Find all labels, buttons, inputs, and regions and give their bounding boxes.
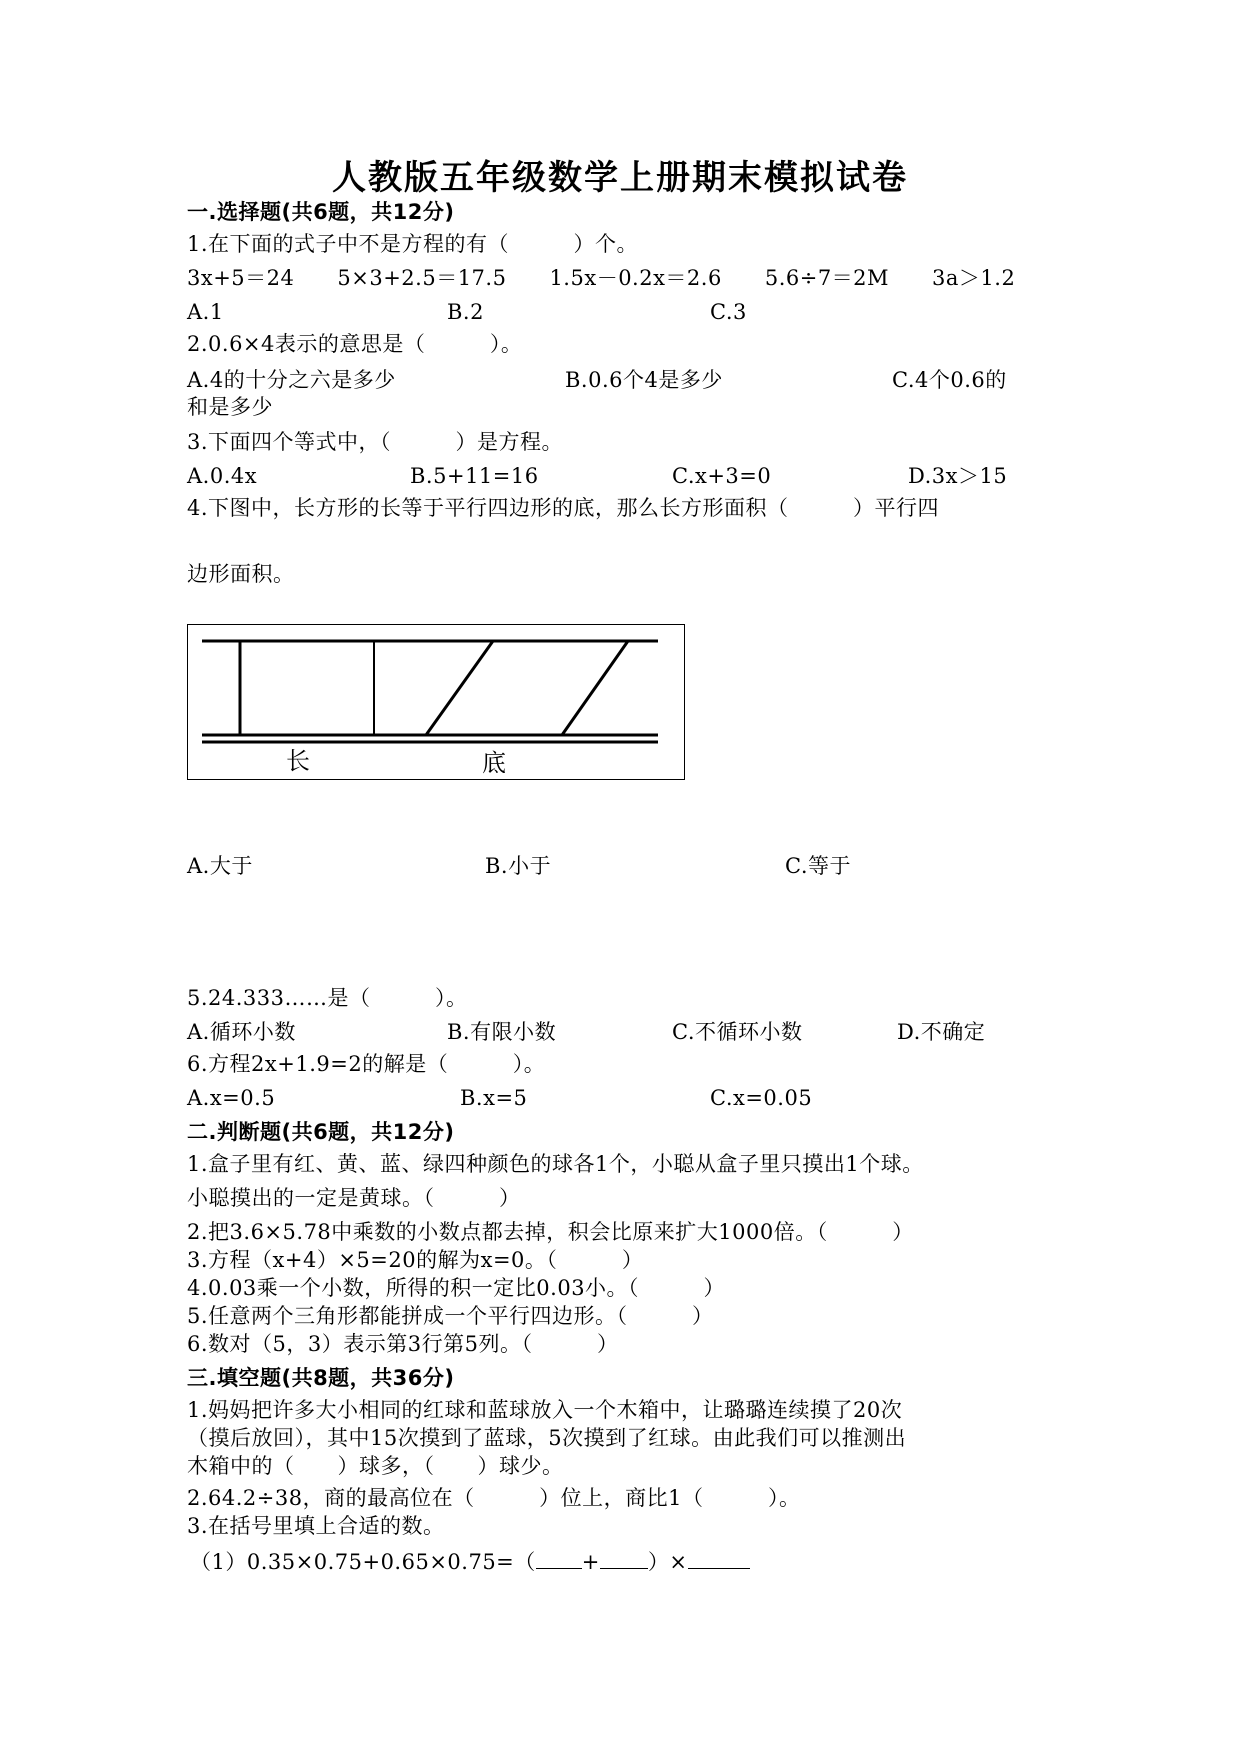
choice-q5-option-c: C.不循环小数 [672,1020,803,1044]
fill-q1-line3: 木箱中的（ ）球多，（ ）球少。 [187,1454,564,1478]
choice-q1-expressions: 3x+5＝24 5×3+2.5＝17.5 1.5x－0.2x＝2.6 5.6÷7＝2M 3a＞1.2 [187,266,1016,290]
choice-q1-option-b: B.2 [447,300,484,324]
choice-q4-stem-continued: 边形面积。 [187,562,295,586]
choice-q1-option-a: A.1 [187,300,224,324]
choice-q2-option-c-continued: 和是多少 [187,395,273,419]
judge-q2: 2.把3.6×5.78中乘数的小数点都去掉，积会比原来扩大1000倍。（ ） [187,1220,914,1244]
judge-q5: 5.任意两个三角形都能拼成一个平行四边形。（ ） [187,1304,714,1328]
fill-q3-part1 [190,1546,750,1576]
fill-q1-line1: 1.妈妈把许多大小相同的红球和蓝球放入一个木箱中，让璐璐连续摸了20次 [187,1398,903,1422]
choice-q3-option-a: A.0.4x [187,464,258,488]
fill-q3-blank-3[interactable] [688,1546,750,1569]
choice-q5-option-b: B.有限小数 [447,1020,557,1044]
choice-q3-option-d: D.3x＞15 [908,464,1008,488]
fill-q3-part1-close: ）× [647,1550,688,1574]
section-heading-judge: 二.判断题(共6题，共12分) [187,1120,455,1144]
choice-q3-option-c: C.x+3=0 [672,464,772,488]
choice-q6-option-a: A.x=0.5 [187,1086,276,1110]
choice-q4-stem: 4.下图中，长方形的长等于平行四边形的底，那么长方形面积（ ）平行四 [187,496,940,520]
judge-q1-line1: 1.盒子里有红、黄、蓝、绿四种颜色的球各1个，小聪从盒子里只摸出1个球。 [187,1152,924,1176]
figure-label-base: 底 [482,749,506,777]
fill-q1-line2: （摸后放回），其中15次摸到了蓝球，5次摸到了红球。由此我们可以推测出 [187,1426,907,1450]
fill-q2: 2.64.2÷38，商的最高位在（ ）位上，商比1（ ）。 [187,1486,801,1510]
judge-q3: 3.方程（x+4）×5=20的解为x=0。（ ） [187,1248,644,1272]
choice-q5-stem: 5.24.333……是（ ）。 [187,986,468,1010]
choice-q6-stem: 6.方程2x+1.9=2的解是（ ）。 [187,1052,546,1076]
choice-q4-option-c: C.等于 [785,854,851,878]
choice-q5-option-d: D.不确定 [897,1020,986,1044]
judge-q6: 6.数对（5，3）表示第3行第5列。（ ） [187,1332,619,1356]
page-title: 人教版五年级数学上册期末模拟试卷 [332,158,908,198]
judge-q4: 4.0.03乘一个小数，所得的积一定比0.03小。（ ） [187,1276,726,1300]
choice-q3-option-b: B.5+11=16 [410,464,539,488]
choice-q1-option-c: C.3 [710,300,747,324]
rectangle-parallelogram-figure [187,624,685,780]
fill-q3-plus-sign: + [581,1550,600,1574]
judge-q1-line2: 小聪摸出的一定是黄球。（ ） [187,1186,521,1210]
choice-q4-option-a: A.大于 [187,854,253,878]
fill-q3-blank-2[interactable] [600,1546,648,1569]
choice-q6-option-b: B.x=5 [460,1086,528,1110]
choice-q2-option-b: B.0.6个4是多少 [565,368,723,392]
fill-q3: 3.在括号里填上合适的数。 [187,1514,445,1538]
figure-label-length: 长 [286,747,310,775]
section-heading-choice: 一.选择题(共6题，共12分) [187,200,455,224]
choice-q5-option-a: A.循环小数 [187,1020,296,1044]
fill-q3-blank-1[interactable] [536,1546,582,1569]
parallelogram-right-side [562,641,628,735]
parallelogram-left-side [426,641,493,735]
choice-q3-stem: 3.下面四个等式中，（ ）是方程。 [187,430,564,454]
section-heading-fill: 三.填空题(共8题，共36分) [187,1366,455,1390]
choice-q4-option-b: B.小于 [485,854,552,878]
figure-drawing [188,625,686,781]
choice-q1-stem: 1.在下面的式子中不是方程的有（ ）个。 [187,232,639,256]
choice-q2-stem: 2.0.6×4表示的意思是（ ）。 [187,332,523,356]
fill-q3-part1-prefix: （1）0.35×0.75+0.65×0.75=（ [190,1550,536,1574]
choice-q2-option-c: C.4个0.6的 [892,368,1007,392]
choice-q2-option-a: A.4的十分之六是多少 [187,368,396,392]
choice-q6-option-c: C.x=0.05 [710,1086,813,1110]
